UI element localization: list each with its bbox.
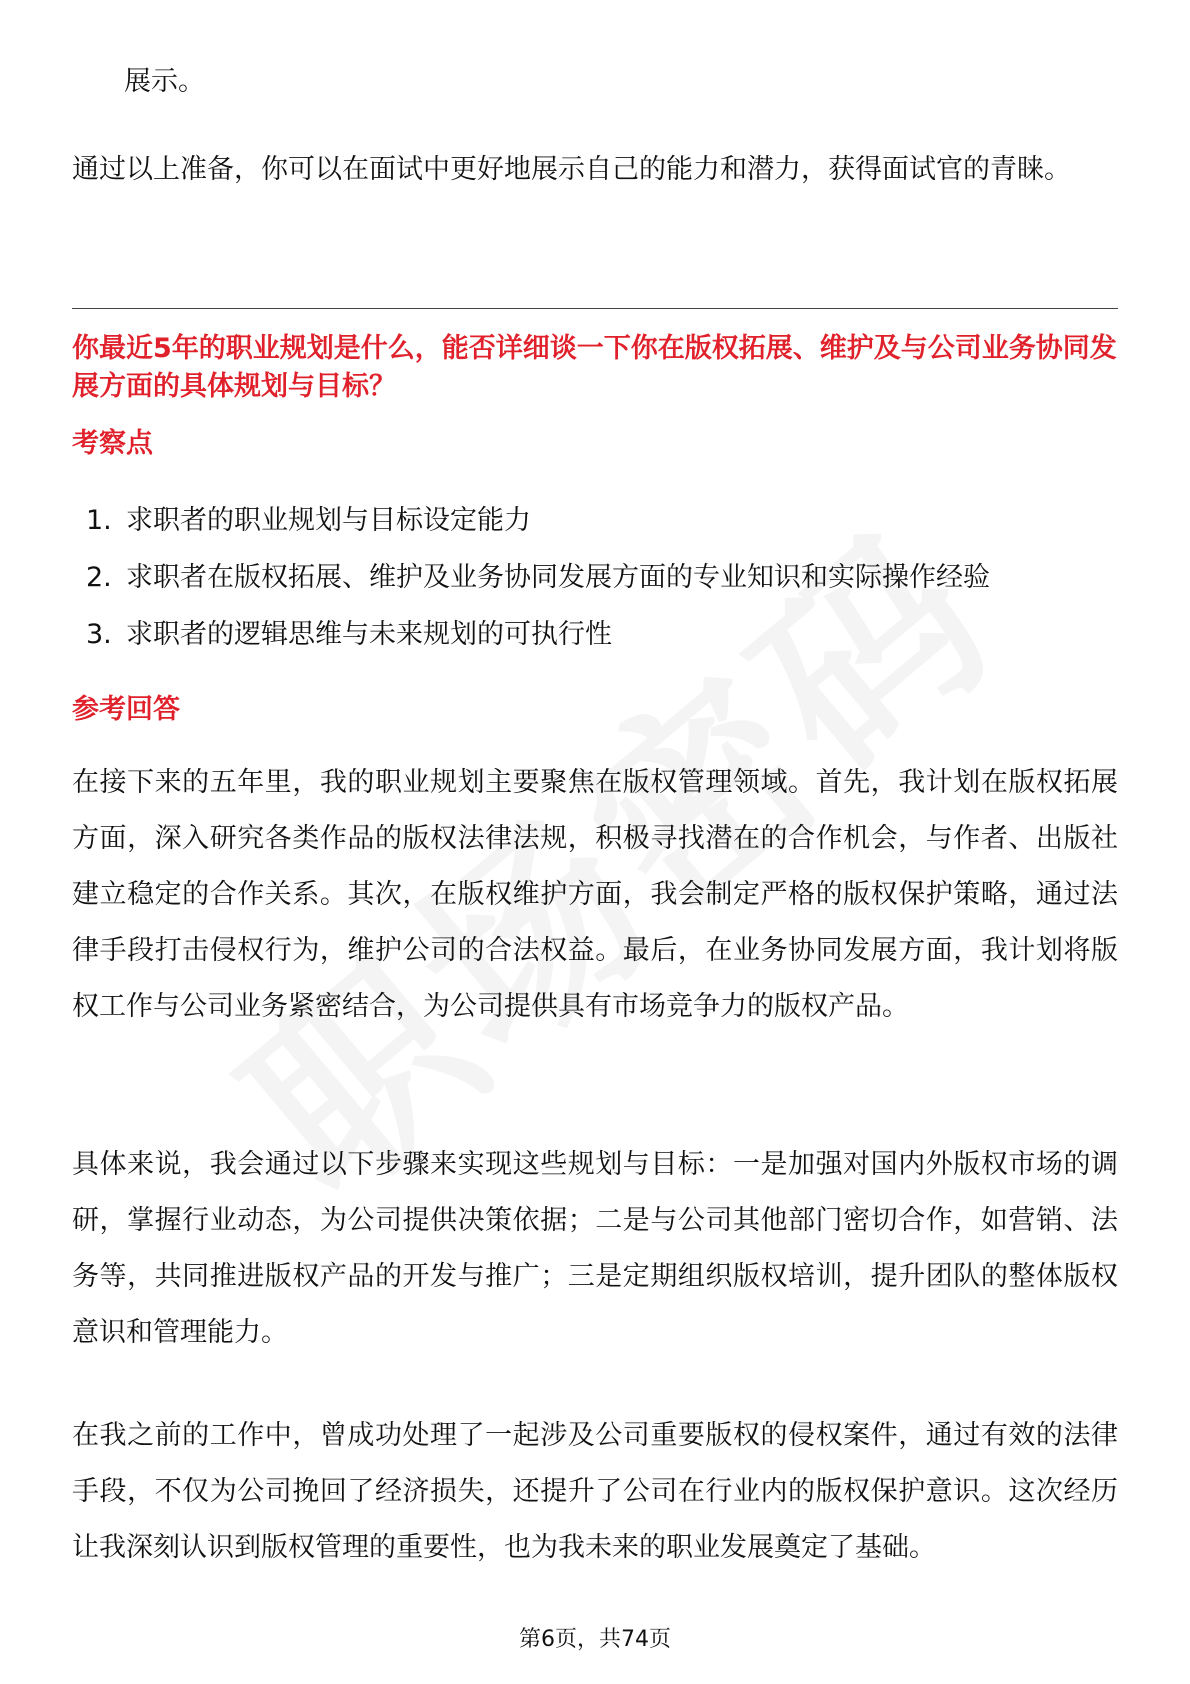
list-item bbox=[86, 606, 1106, 663]
answer-paragraph: 在接下来的五年里，我的职业规划主要聚焦在版权管理领域。首先，我计划在版权拓展方面，深入研究各类作品的版权法律法规，积极寻找潜在的合作机会，与作者、出版社建立稳定的合作关系。其次，在版权维护方面，我会制定严格的版权保护策略，通过法律手段打击侵权行为，维护公司的合法权益。最后，在业务协同发展方面，我计划将版权工作与公司业务紧密结合，为公司提供具有市场竞争力的版权产品。 bbox=[72, 767, 1118, 1022]
reference-answer-label: 参考回答 bbox=[72, 694, 180, 725]
page-number: 第6页，共74页 bbox=[519, 1627, 671, 1652]
list-number: 2. bbox=[86, 562, 112, 593]
list-number: 3. bbox=[86, 619, 112, 650]
answer-paragraph: 在我之前的工作中，曾成功处理了一起涉及公司重要版权的侵权案件，通过有效的法律手段，不仅为公司挽回了经济损失，还提升了公司在行业内的版权保护意识。这次经历让我深刻认识到版权管理的重要性，也为我未来的职业发展奠定了基础。 bbox=[72, 1420, 1118, 1563]
list-text: 求职者的职业规划与目标设定能力 bbox=[126, 505, 531, 536]
list-item bbox=[86, 492, 1106, 549]
exam-points-list bbox=[86, 492, 1106, 663]
intro-paragraph: 通过以上准备，你可以在面试中更好地展示自己的能力和潜力，获得面试官的青睐。 bbox=[72, 154, 1071, 185]
list-number: 1. bbox=[86, 505, 112, 536]
continuation-text: 展示。 bbox=[124, 66, 205, 97]
answer-paragraph: 具体来说，我会通过以下步骤来实现这些规划与目标：一是加强对国内外版权市场的调研，掌握行业动态，为公司提供决策依据；二是与公司其他部门密切合作，如营销、法务等，共同推进版权产品的开发与推广；三是定期组织版权培训，提升团队的整体版权意识和管理能力。 bbox=[72, 1149, 1118, 1348]
list-item bbox=[86, 549, 1106, 606]
question-heading: 你最近5年的职业规划是什么，能否详细谈一下你在版权拓展、维护及与公司业务协同发展方面的具体规划与目标？ bbox=[72, 333, 1117, 402]
exam-points-label: 考察点 bbox=[72, 428, 153, 459]
list-text: 求职者在版权拓展、维护及业务协同发展方面的专业知识和实际操作经验 bbox=[126, 562, 990, 593]
list-text: 求职者的逻辑思维与未来规划的可执行性 bbox=[126, 619, 612, 650]
divider bbox=[72, 308, 1118, 309]
